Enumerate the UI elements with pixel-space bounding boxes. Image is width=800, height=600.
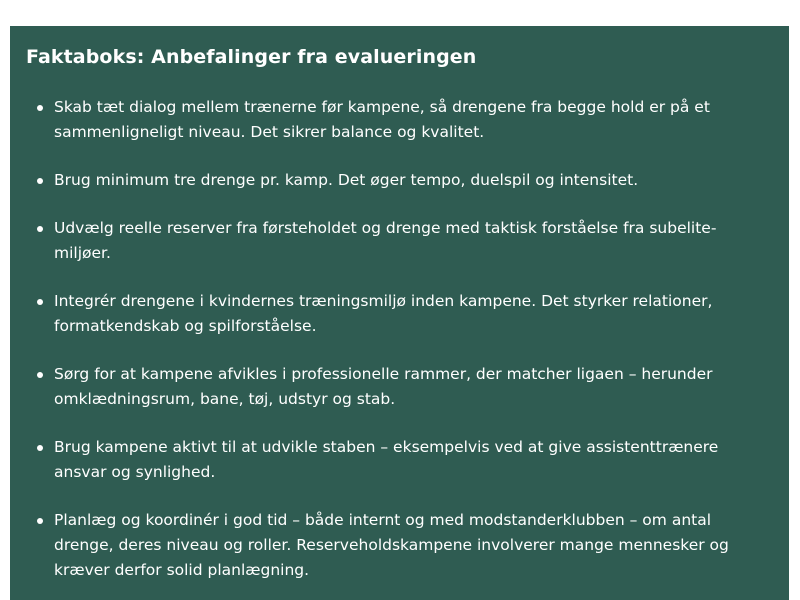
- list-item: [26, 508, 769, 583]
- list-item-text: Sørg for at kampene afvikles i professionelle rammer, der matcher ligaen – herunder omklædningsrum, bane, tøj, udstyr og stab.: [54, 365, 713, 408]
- bullet-icon: [37, 105, 43, 111]
- list-item-text: Brug kampene aktivt til at udvikle staben – eksempelvis ved at give assistenttrænere ansvar og synlighed.: [54, 438, 719, 481]
- list-item-text: Planlæg og koordinér i god tid – både internt og med modstanderklubben – om antal drenge, deres niveau og roller. Reserveholdskampene involverer mange mennesker og kræver derfor solid planlægning.: [54, 511, 729, 579]
- bullet-icon: [37, 226, 43, 232]
- bullet-icon: [37, 299, 43, 305]
- list-item-text: Skab tæt dialog mellem trænerne før kampene, så drengene fra begge hold er på et sammenligneligt niveau. Det sikrer balance og kvalitet.: [54, 98, 710, 141]
- recommendation-list: [26, 95, 769, 583]
- list-item: [26, 95, 769, 145]
- bullet-icon: [37, 445, 43, 451]
- bullet-icon: [37, 518, 43, 524]
- list-item: [26, 362, 769, 412]
- list-item: [26, 289, 769, 339]
- list-item: [26, 216, 769, 266]
- bullet-icon: [37, 178, 43, 184]
- list-item: [26, 435, 769, 485]
- list-item: [26, 168, 769, 193]
- fact-box: [10, 26, 789, 600]
- bullet-icon: [37, 372, 43, 378]
- list-item-text: Brug minimum tre drenge pr. kamp. Det øger tempo, duelspil og intensitet.: [54, 171, 639, 189]
- fact-box-title: Faktaboks: Anbefalinger fra evalueringen: [26, 46, 477, 68]
- list-item-text: Integrér drengene i kvindernes træningsmiljø inden kampene. Det styrker relationer, formatkendskab og spilforståelse.: [54, 292, 713, 335]
- list-item-text: Udvælg reelle reserver fra førsteholdet og drenge med taktisk forståelse fra subelite-miljøer.: [54, 219, 717, 262]
